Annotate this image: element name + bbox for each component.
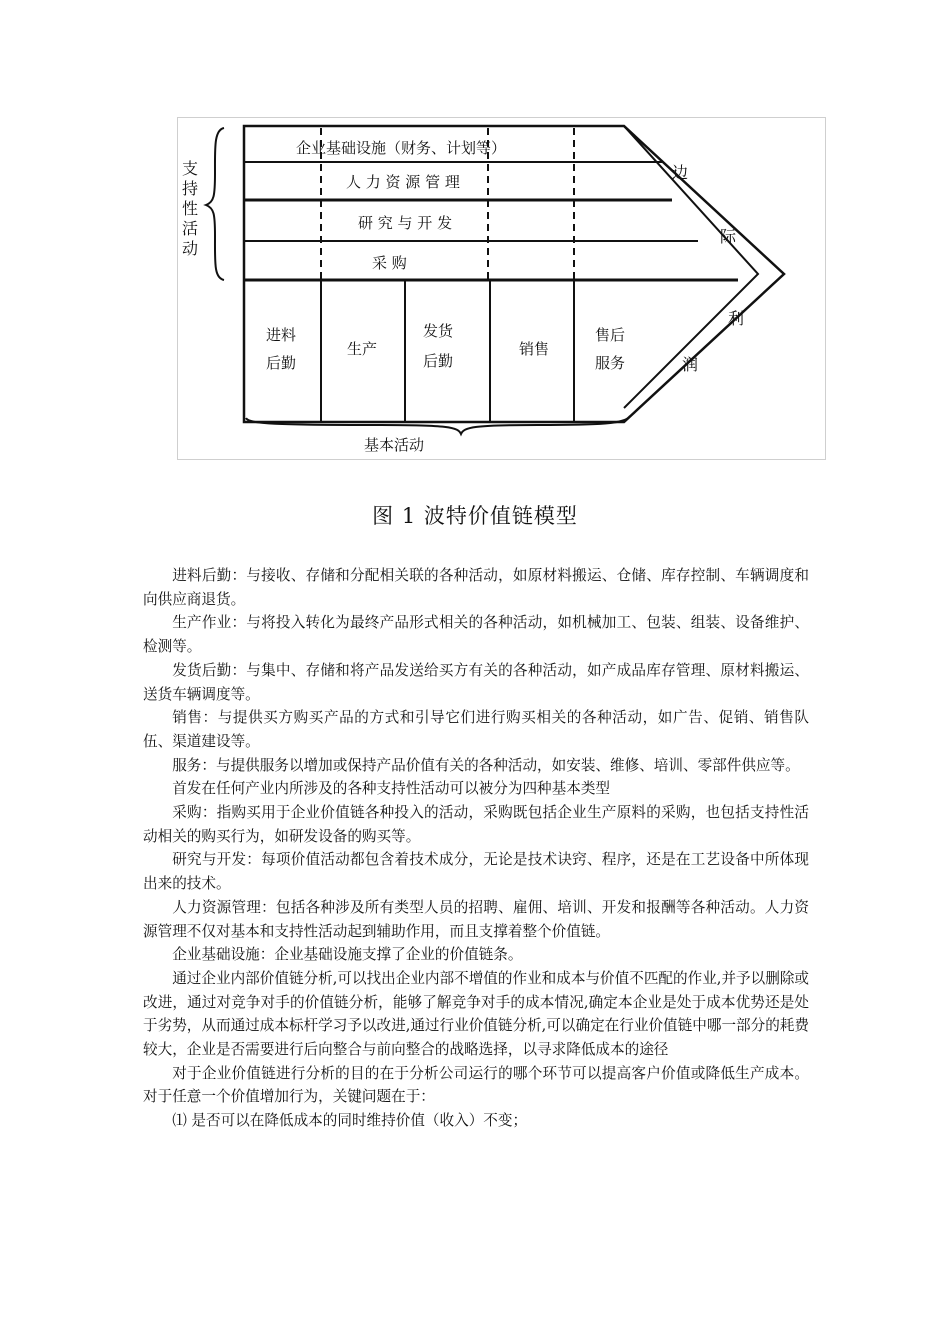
paragraph: 进料后勤：与接收、存储和分配相关联的各种活动，如原材料搬运、仓储、库存控制、车辆调度和向供应商退货。 [143, 567, 809, 608]
paragraph: 服务：与提供服务以增加或保持产品价值有关的各种活动，如安装、维修、培训、零部件供应等。 [172, 756, 800, 774]
primary-col-operations: 生产 [346, 340, 378, 358]
diagram-outline [244, 126, 784, 422]
support-label-char: 动 [181, 239, 199, 258]
primary-col-outbound-line2: 后勤 [422, 352, 454, 370]
paragraph: 研究与开发：每项价值活动都包含着技术成分，无论是技术诀窍、程序，还是在工艺设备中所体现出来的技术。 [143, 851, 809, 893]
primary-label: 基本活动 [364, 436, 425, 454]
margin-char: 润 [681, 355, 699, 374]
margin-char: 利 [727, 309, 745, 328]
support-label-char: 活 [181, 219, 199, 238]
primary-col-sales: 销售 [518, 340, 550, 358]
body-text [143, 564, 809, 1133]
support-row-infrastructure: 企业基础设施（财务、计划等） [296, 139, 507, 157]
primary-col-inbound-line2: 后勤 [265, 354, 297, 372]
support-label-char: 性 [181, 199, 199, 218]
paragraph: 通过企业内部价值链分析,可以找出企业内部不增值的作业和成本与价值不匹配的作业,并予以删除或改进，通过对竞争对手的价值链分析，能够了解竞争对手的成本情况,确定本企业是处于成本优势还是处于劣势，从而通过成本标杆学习予以改进,通过行业价值链分析,可以确定在行业价值链中哪一部分的耗费较大，企业是否需要进行后向整合与前向整合的战略选择，以寻求降低成本的途径 [143, 969, 810, 1059]
paragraph: 生产作业：与将投入转化为最终产品形式相关的各种活动，如机械加工、包装、组装、设备维护、检测等。 [143, 614, 809, 656]
margin-char: 际 [719, 227, 737, 246]
support-row-hr: 人 力 资 源 管 理 [346, 173, 460, 191]
primary-brace [246, 416, 630, 434]
primary-col-service-line2: 服务 [594, 354, 626, 372]
paragraph: ⑴ 是否可以在降低成本的同时维持价值（收入）不变； [172, 1112, 528, 1130]
paragraph: 对于企业价值链进行分析的目的在于分析公司运行的哪个环节可以提高客户价值或降低生产成本。对于任意一个价值增加行为，关键问题在于： [143, 1064, 809, 1106]
paragraph: 企业基础设施：企业基础设施支撑了企业的价值链条。 [172, 946, 523, 964]
support-label-char: 持 [181, 179, 199, 198]
value-chain-diagram [177, 117, 826, 460]
paragraph: 人力资源管理：包括各种涉及所有类型人员的招聘、雇佣、培训、开发和报酬等各种活动。人力资源管理不仅对基本和支持性活动起到辅助作用，而且支撑着整个价值链。 [143, 898, 809, 940]
paragraph: 采购：指购买用于企业价值链各种投入的活动，采购既包括企业生产原料的采购，也包括支持性活动相关的购买行为，如研发设备的购买等。 [143, 804, 809, 845]
support-row-rnd: 研 究 与 开 发 [358, 214, 453, 232]
primary-col-service-line1: 售后 [594, 326, 626, 344]
support-brace [206, 128, 224, 280]
paragraph: 发货后勤：与集中、存储和将产品发送给买方有关的各种活动，如产成品库存管理、原材料搬运、送货车辆调度等。 [143, 661, 809, 703]
support-label [182, 159, 198, 258]
support-row-procurement: 采 购 [372, 254, 407, 272]
primary-col-outbound-line1: 发货 [422, 322, 454, 340]
figure-caption: 图 1 波特价值链模型 [372, 504, 578, 528]
support-label-char: 支 [181, 159, 199, 178]
paragraph: 首发在任何产业内所涉及的各种支持性活动可以被分为四种基本类型 [172, 780, 611, 798]
paragraph: 销售：与提供买方购买产品的方式和引导它们进行购买相关的各种活动，如广告、促销、销售队伍、渠道建设等。 [143, 709, 809, 750]
margin-char: 边 [671, 163, 689, 182]
primary-col-inbound-line1: 进料 [265, 326, 297, 344]
